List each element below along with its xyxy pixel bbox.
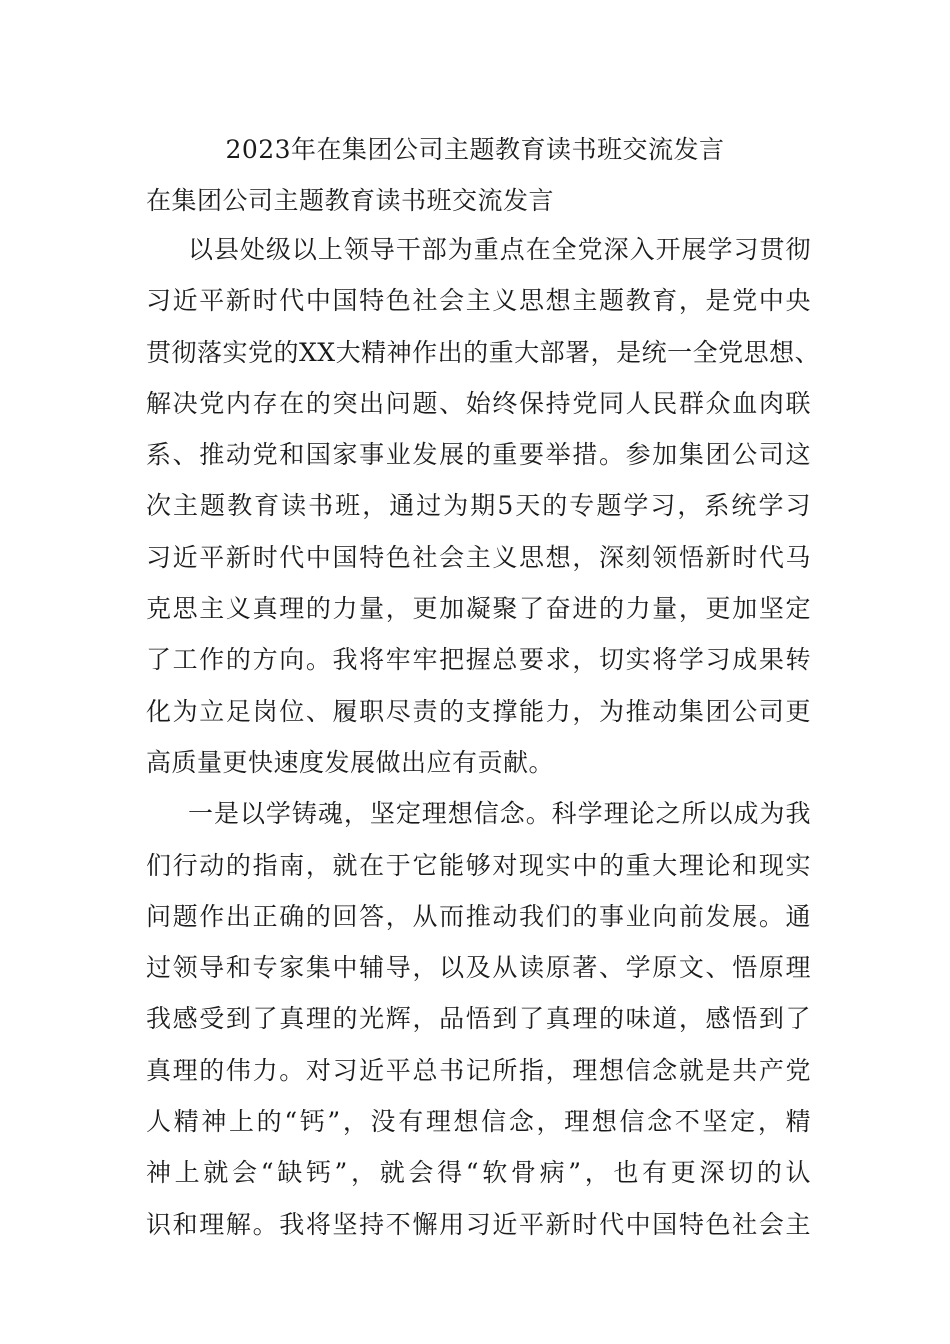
- paragraph-1-line-3: 贯彻落实党的XX大精神作出的重大部署，是统一全党思想、: [146, 337, 821, 367]
- document-subtitle: 在集团公司主题教育读书班交流发言: [146, 186, 555, 215]
- document-body: [146, 232, 821, 1258]
- paragraph-1-line-6: 次主题教育读书班，通过为期5天的专题学习，系统学习: [146, 491, 811, 521]
- paragraph-2-line-9: 识和理解。我将坚持不懈用习近平新时代中国特色社会主: [146, 1209, 811, 1239]
- paragraph-2-line-4: 过领导和专家集中辅导，以及从读原著、学原文、悟原理: [146, 953, 811, 983]
- paragraph-1-line-7: 习近平新时代中国特色社会主义思想，深刻领悟新时代马: [146, 542, 811, 572]
- paragraph-1-line-8: 克思主义真理的力量，更加凝聚了奋进的力量，更加坚定: [146, 594, 811, 624]
- document-title: 2023年在集团公司主题教育读书班交流发言: [225, 135, 725, 164]
- paragraph-1-line-11: 高质量更快速度发展做出应有贡献。: [146, 747, 555, 777]
- paragraph-1-line-2: 习近平新时代中国特色社会主义思想主题教育，是党中央: [146, 286, 811, 316]
- paragraph-1-line-9: 了工作的方向。我将牢牢把握总要求，切实将学习成果转: [146, 645, 811, 675]
- paragraph-2-line-7: 人精神上的“钙”，没有理想信念，理想信念不坚定，精: [146, 1107, 811, 1137]
- paragraph-2-line-2: 们行动的指南，就在于它能够对现实中的重大理论和现实: [146, 850, 811, 880]
- paragraph-1-line-4: 解决党内存在的突出问题、始终保持党同人民群众血肉联: [146, 388, 811, 418]
- paragraph-1-line-10: 化为立足岗位、履职尽责的支撑能力，为推动集团公司更: [146, 696, 811, 726]
- paragraph-1-line-5: 系、推动党和国家事业发展的重要举措。参加集团公司这: [146, 440, 811, 470]
- paragraph-2-line-3: 问题作出正确的回答，从而推动我们的事业向前发展。通: [146, 901, 811, 931]
- paragraph-1-line-1: 以县处级以上领导干部为重点在全党深入开展学习贯彻: [188, 235, 811, 264]
- paragraph-2-line-6: 真理的伟力。对习近平总书记所指，理想信念就是共产党: [146, 1055, 811, 1085]
- paragraph-2-line-1: 一是以学铸魂，坚定理想信念。科学理论之所以成为我: [188, 799, 811, 829]
- paragraph-2-line-5: 我感受到了真理的光辉，品悟到了真理的味道，感悟到了: [146, 1004, 811, 1034]
- paragraph-2-line-8: 神上就会“缺钙”，就会得“软骨病”，也有更深切的认: [146, 1158, 811, 1188]
